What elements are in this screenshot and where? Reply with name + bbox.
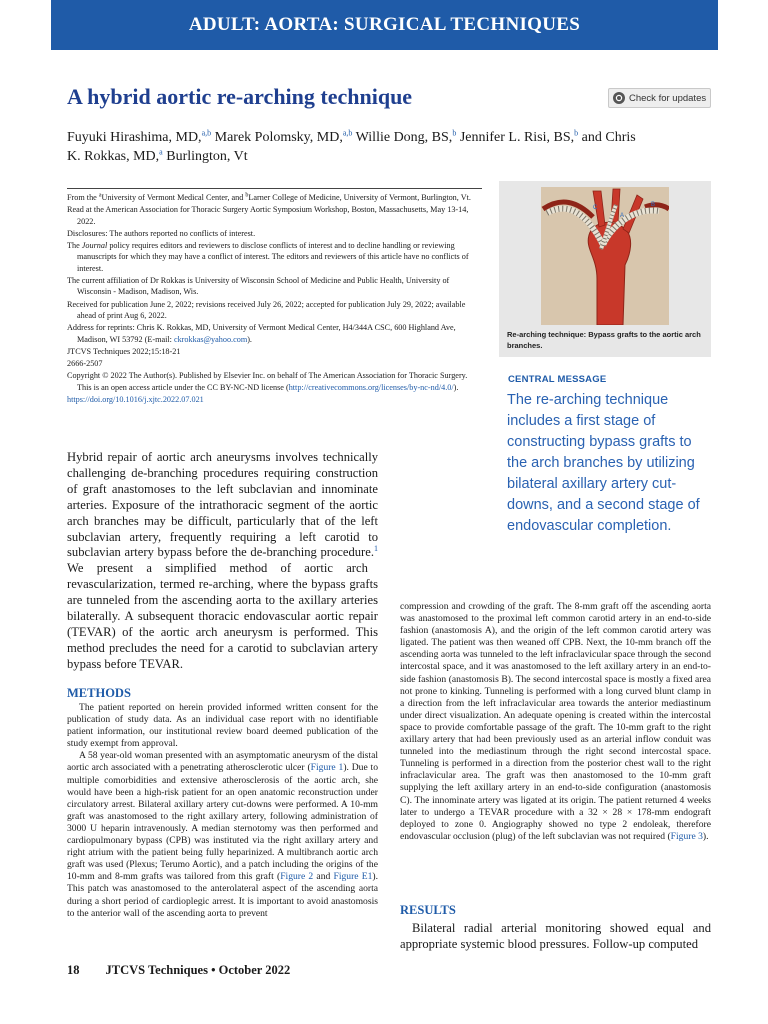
author: Fuyuki Hirashima, MD, [67,130,202,145]
note-policy: The Journal policy requires editors and reviewers to disclose conflicts of interest and to decline handling or reviewing manuscripts for which they may have a conflict of interest. The editors and reviewers of this article have no conflicts of interest. [67,241,469,273]
abstract-text: Hybrid repair of aortic arch aneurysms involves technically challenging de-branching procedures requiring construction of graft anastomoses to the left subclavian and innominate arteries. Exposure of the intrathoracic segment of the aortic arch branches may be difficult, particularly that of the left subclavian artery, frequently requiring a left carotid to subclavian artery bypass before the de-branching procedure.$^1$ We present a simplified method of aortic arch revascularization, termed re-arching, where the bypass grafts are tunneled from the ascending aorta to the axillary arteries bilaterally. A subsequent thoracic endovascular aortic repair (TEVAR) of the aortic arch aneurysm is performed. This method precludes the need for a carotid to subclavian artery bypass before TEVAR. [67,450,378,671]
author-affiliation[interactable]: b [574,128,579,138]
author-list [67,128,647,166]
author: Jennifer L. Risi, BS, [459,130,575,145]
note-institution: From the $^a$University of Vermont Medical Center, and $^b$Larner College of Medicine, University of Vermont, Burlington, Vt. [67,192,471,202]
author-affiliation[interactable]: a,b [342,128,353,138]
note-disclosures: Disclosures: The authors reported no conflicts of interest. [67,228,256,238]
journal-issue: JTCVS Techniques • October 2022 [105,963,291,977]
email-link[interactable]: ckrokkas@yahoo.com [173,334,248,344]
license-link[interactable]: http://creativecommons.org/licenses/by-nc-nd/4.0/ [288,382,454,392]
refresh-icon [613,92,625,104]
central-message-text: The re-arching technique includes a first stage of constructing bypass grafts to the arch branches by utilizing bilateral axillary artery cut-downs, and a second stage of endovascular completion. [507,392,700,534]
results-text: Bilateral radial arterial monitoring showed equal and appropriate systemic blood pressures. Follow-up computed [400,921,711,951]
author-affiliation[interactable]: a [159,147,163,157]
label-anastomosis-a: A [620,213,625,219]
figure-1-link[interactable]: Figure 1 [310,762,344,774]
results-heading: RESULTS [400,903,456,917]
article-footnotes [67,188,482,406]
aortic-arch-illustration [541,187,669,325]
figure-caption: Re-arching technique: Bypass grafts to the aortic arch branches. [507,330,701,350]
label-anastomosis-b: B [651,202,656,208]
author: Marek Polomsky, MD, [214,130,343,145]
methods-continued: compression and crowding of the graft. The 8-mm graft off the ascending aorta was anastomosed to the proximal left common carotid artery in an end-to-side fashion (anastomosis A), and the origin of the left common carotid artery was ligated. The patient was then weaned off CPB. Next, the 10-mm branch off the ascending aorta was tunneled to the left infraclavicular space through the second intercostal space, and it was anastomosed to the left axillary artery in an end-to-side fashion (anastomosis B). The second intercostal space is mostly a fixed area not prone to kinking. Tunneling is performed with a long curved blunt clamp in a direction from the left infraclavicular area towards the anterior mediastinum under direct visualization. An adequate opening is created within the intercostal space to provide comfortable passage of the graft. The 10-mm graft to the right axillary artery that had been previously used as an arterial inflow conduit was tunneled into the mediastinum through the right second intercostal space. Tunneling is performed in a direction from the posterior chest wall to the right infraclavicular area. The graft was then anastomosed to the 10-mm graft supplying the left axillary artery in an end-to-side configuration (anastomosis C). The innominate artery was ligated at its origin. The patient returned 4 weeks later to undergo a TEVAR procedure with a 32 × 28 × 178-mm endograft deployed to zone 0. Angiography showed no type 2 endoleak, therefore endovascular occlusion (plug) of the left subclavian was not required (Figure 3). [400,601,711,842]
page-number: 18 [67,963,80,977]
central-message-heading: CENTRAL MESSAGE [508,374,607,385]
label-anastomosis-c: C [593,205,598,211]
figure-3-link[interactable]: Figure 3 [670,830,703,842]
author-location: Burlington, Vt [162,149,248,164]
note-address: Address for reprints: Chris K. Rokkas, MD, University of Vermont Medical Center, H4/344A CSC, 600 Highland Ave, Madison, WI 53792 (E-mail: ckrokkas@yahoo.com). [67,323,456,344]
note-read-at: Read at the American Association for Thoracic Surgery Aortic Symposium Workshop, Boston, Massachusetts, May 13-14, 2022. [67,205,469,226]
author-affiliation[interactable]: b [452,128,457,138]
page-footer [67,963,316,978]
check-for-updates-label: Check for updates [629,92,707,104]
methods-body [67,702,378,920]
methods-paragraph-2: A 58 year-old woman presented with an asymptomatic aneurysm of the distal aortic arch associated with a penetrating atherosclerotic ulcer (Figure 1). Due to multiple comorbidities and extensive atherosclerosis of the aortic arch, she would have been a high-risk patient for an open anatomic reconstruction under circulatory arrest. Bilateral axillary artery cut-downs were performed. A 10-mm graft was anastomosed to the right axillary artery, following administration of 3000 U heparin intravenously. A median sternotomy was then performed and cardiopulmonary bypass (CPB) was instituted via the right axillary artery and right atrium with the patient being fully heparinized. A multibranch aortic arch graft was used (Plexus; Terumo Aortic), and a patch including the origins of the 10-mm and 8-mm grafts was tailored from this graft (Figure 2 and Figure E1). This patch was anastomosed to the anterolateral aspect of the ascending aorta during a short period of cardioplegic arrest. It is important to avoid anastomosis to the anterior wall of the ascending aorta to prevent [67,750,379,919]
note-issn: 2666-2507 [67,359,103,369]
methods-paragraph-1: The patient reported on herein provided informed written consent for the publication of study data. As an individual case report with no identifiable patient information, our institutional review board deemed publication of the study exempt from approval. [67,702,378,750]
central-figure [499,181,711,357]
author: and Chris K. Rokkas, MD, [67,130,636,164]
section-banner: ADULT: AORTA: SURGICAL TECHNIQUES [51,0,718,50]
right-column-body [400,601,711,843]
author: Willie Dong, BS, [355,130,453,145]
note-journal-ref: JTCVS Techniques 2022;15:18-21 [67,346,181,356]
figure-e1-link[interactable]: Figure E1 [333,871,373,883]
methods-heading: METHODS [67,686,131,700]
reference-link[interactable]: 1 [374,544,378,554]
figure-2-link[interactable]: Figure 2 [280,871,314,883]
note-copyright: Copyright © 2022 The Author(s). Published by Elsevier Inc. on behalf of The American Association for Thoracic Surgery. This is an open access article under the CC BY-NC-ND license (http://creativecommons.org/licenses/by-nc-nd/4.0/). [67,371,468,392]
article-title: A hybrid aortic re-arching technique [67,84,413,109]
note-affiliation: The current affiliation of Dr Rokkas is University of Wisconsin School of Medicine and Public Health, University of Wisconsin - Madison, Madison, Wis. [67,276,450,297]
author-affiliation[interactable]: a,b [201,128,212,138]
note-received: Received for publication June 2, 2022; revisions received July 26, 2022; accepted for publication July 29, 2022; available ahead of print Aug 6, 2022. [67,299,466,320]
doi-link[interactable]: https://doi.org/10.1016/j.xjtc.2022.07.021 [67,395,204,405]
check-for-updates-button[interactable] [608,88,711,108]
